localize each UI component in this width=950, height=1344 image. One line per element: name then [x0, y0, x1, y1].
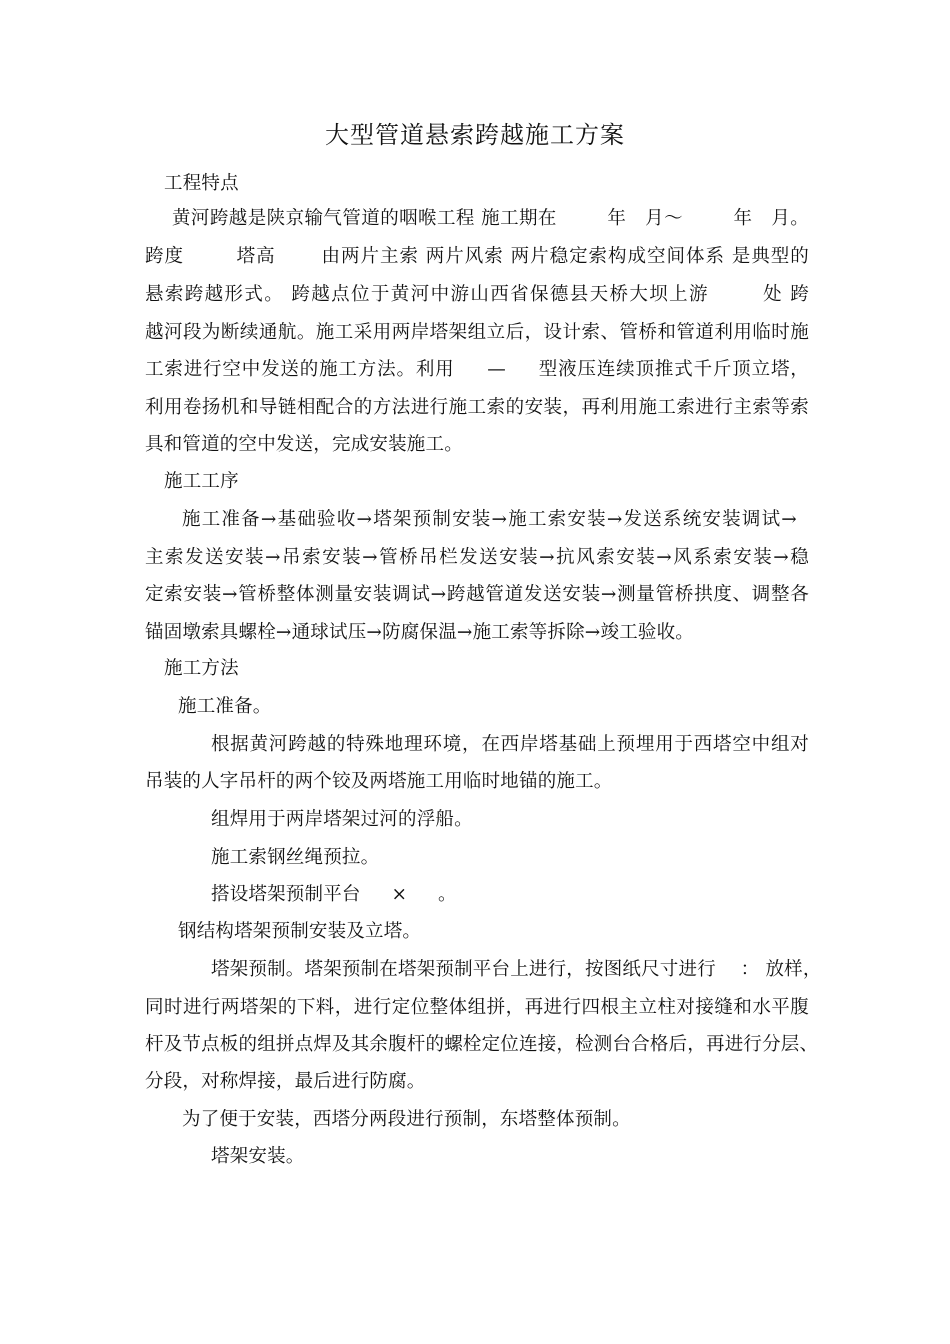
- list-item: 施工索钢丝绳预拉。: [211, 847, 380, 868]
- paragraph-line: 工索进行空中发送的施工方法。利用 — 型液压连续顶推式千斤顶立塔，: [145, 359, 809, 380]
- paragraph-line: 定索安装→管桥整体测量安装调试→跨越管道发送安装→测量管桥拱度、调整各: [145, 584, 809, 605]
- section-heading-process: 施工工序: [164, 471, 239, 492]
- paragraph-line: 为了便于安装，西塔分两段进行预制，东塔整体预制。: [182, 1109, 631, 1130]
- paragraph-line: 具和管道的空中发送，完成安装施工。: [145, 434, 463, 455]
- section-heading-features: 工程特点: [164, 173, 239, 194]
- paragraph-line: 施工准备→基础验收→塔架预制安装→施工索安装→发送系统安装调试→: [182, 509, 797, 530]
- paragraph-line: 同时进行两塔架的下料，进行定位整体组拼，再进行四根主立柱对接缝和水平腹: [145, 997, 809, 1018]
- paragraph-line: 利用卷扬机和导链相配合的方法进行施工索的安装，再利用施工索进行主索等索: [145, 397, 809, 418]
- list-item: 组焊用于两岸塔架过河的浮船。: [211, 809, 473, 830]
- paragraph-line: 杆及节点板的组拼点焊及其余腹杆的螺栓定位连接，检测台合格后，再进行分层、: [145, 1034, 819, 1055]
- paragraph-line: 黄河跨越是陕京输气管道的咽喉工程 施工期在 年 月～ 年 月。: [172, 208, 809, 229]
- paragraph-line: 根据黄河跨越的特殊地理环境，在西岸塔基础上预埋用于西塔空中组对: [211, 734, 809, 755]
- section-heading-method: 施工方法: [164, 658, 239, 679]
- paragraph-line: 悬索跨越形式。 跨越点位于黄河中游山西省保德县天桥大坝上游 处 跨: [145, 284, 809, 305]
- document-title: 大型管道悬索跨越施工方案: [325, 121, 625, 149]
- subsection-heading: 施工准备。: [178, 696, 272, 717]
- paragraph-line: 塔架安装。: [211, 1146, 305, 1167]
- paragraph-line: 吊装的人字吊杆的两个铰及两塔施工用临时地锚的施工。: [145, 771, 613, 792]
- paragraph-line: 主索发送安装→吊索安装→管桥吊栏发送安装→抗风索安装→风系索安装→稳: [145, 547, 809, 568]
- paragraph-line: 锚固墩索具螺栓→通球试压→防腐保温→施工索等拆除→竣工验收。: [145, 622, 695, 643]
- paragraph-line: 越河段为断续通航。施工采用两岸塔架组立后，设计索、管桥和管道利用临时施: [145, 322, 809, 343]
- list-item: 搭设塔架预制平台 × 。: [211, 884, 457, 905]
- subsection-heading: 钢结构塔架预制安装及立塔。: [178, 921, 422, 942]
- paragraph-line: 分段，对称焊接，最后进行防腐。: [145, 1071, 426, 1092]
- paragraph-line: 跨度 塔高 由两片主索 两片风索 两片稳定索构成空间体系 是典型的: [145, 246, 809, 267]
- paragraph-line: 塔架预制。塔架预制在塔架预制平台上进行，按图纸尺寸进行 ： 放样，: [211, 959, 822, 980]
